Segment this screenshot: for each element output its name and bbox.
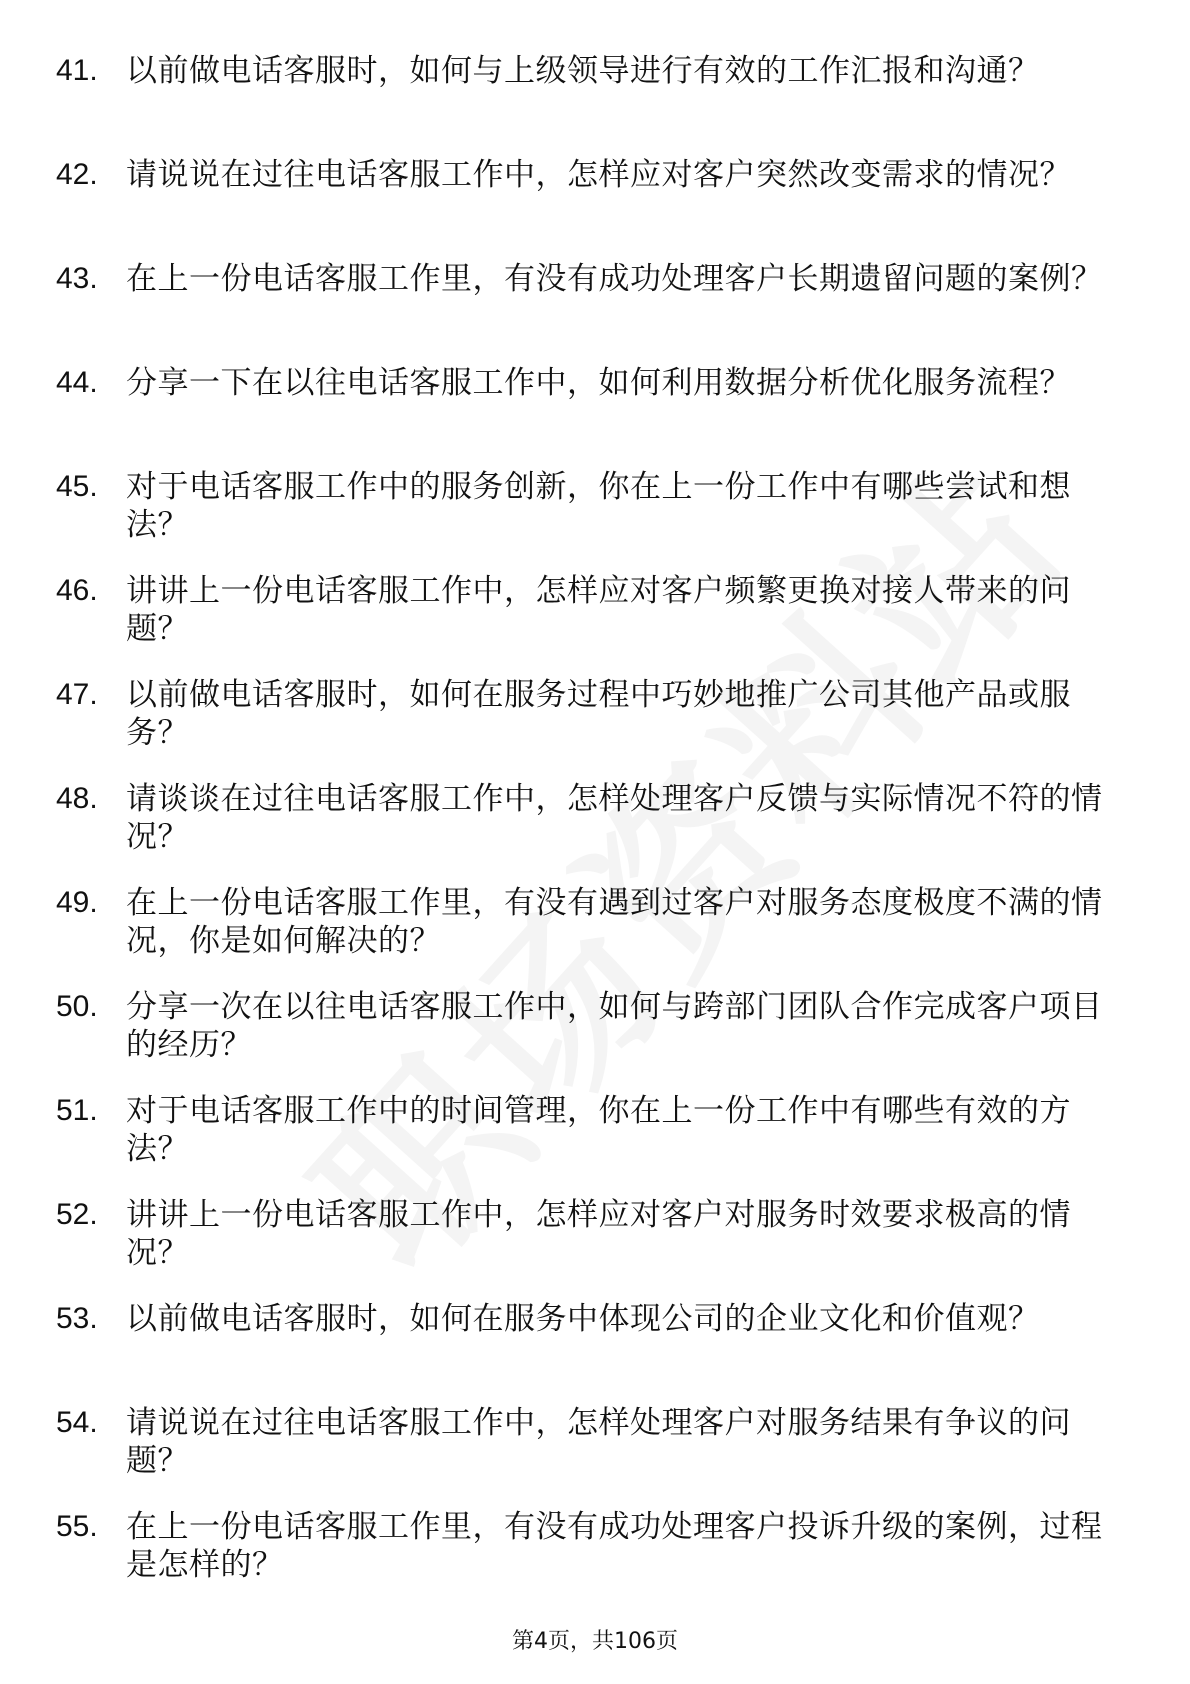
question-number: 54. <box>56 1406 98 1439</box>
question-text: 在上一份电话客服工作里，有没有成功处理客户长期遗留问题的案例？ <box>126 261 1103 297</box>
question-item <box>0 1196 1190 1300</box>
question-number: 43. <box>56 262 98 295</box>
page-footer: 第4页，共106页 <box>512 1629 678 1654</box>
question-number: 55. <box>56 1510 98 1543</box>
question-item <box>0 1300 1190 1404</box>
question-text: 分享一下在以往电话客服工作中，如何利用数据分析优化服务流程？ <box>126 365 1071 401</box>
question-item <box>0 364 1190 468</box>
question-text: 对于电话客服工作中的服务创新，你在上一份工作中有哪些尝试和想法？ <box>126 469 1071 543</box>
question-number: 53. <box>56 1302 98 1335</box>
question-number: 47. <box>56 678 98 711</box>
question-item <box>0 1092 1190 1196</box>
question-item <box>0 156 1190 260</box>
question-text: 以前做电话客服时，如何与上级领导进行有效的工作汇报和沟通？ <box>126 53 1040 89</box>
question-text: 请谈谈在过往电话客服工作中，怎样处理客户反馈与实际情况不符的情况？ <box>126 781 1103 855</box>
question-text: 讲讲上一份电话客服工作中，怎样应对客户对服务时效要求极高的情况？ <box>126 1197 1071 1271</box>
question-number: 51. <box>56 1094 98 1127</box>
question-number: 46. <box>56 574 98 607</box>
question-item <box>0 884 1190 988</box>
question-number: 49. <box>56 886 98 919</box>
question-number: 48. <box>56 782 98 815</box>
question-item <box>0 780 1190 884</box>
question-number: 52. <box>56 1198 98 1231</box>
question-number: 44. <box>56 366 98 399</box>
question-item <box>0 468 1190 572</box>
question-text: 在上一份电话客服工作里，有没有遇到过客户对服务态度极度不满的情况，你是如何解决的？ <box>126 885 1103 959</box>
question-text: 请说说在过往电话客服工作中，怎样应对客户突然改变需求的情况？ <box>126 157 1071 193</box>
question-item <box>0 572 1190 676</box>
question-number: 41. <box>56 54 98 87</box>
question-text: 以前做电话客服时，如何在服务过程中巧妙地推广公司其他产品或服务？ <box>126 677 1071 751</box>
question-number: 42. <box>56 158 98 191</box>
question-item <box>0 1508 1190 1612</box>
question-item <box>0 1404 1190 1508</box>
question-text: 以前做电话客服时，如何在服务中体现公司的企业文化和价值观？ <box>126 1301 1040 1337</box>
question-item <box>0 676 1190 780</box>
question-item <box>0 988 1190 1092</box>
question-text: 请说说在过往电话客服工作中，怎样处理客户对服务结果有争议的问题？ <box>126 1405 1071 1479</box>
question-text: 在上一份电话客服工作里，有没有成功处理客户投诉升级的案例，过程是怎样的？ <box>126 1509 1103 1583</box>
question-text: 讲讲上一份电话客服工作中，怎样应对客户频繁更换对接人带来的问题？ <box>126 573 1071 647</box>
question-item <box>0 260 1190 364</box>
question-text: 分享一次在以往电话客服工作中，如何与跨部门团队合作完成客户项目的经历？ <box>126 989 1103 1063</box>
question-text: 对于电话客服工作中的时间管理，你在上一份工作中有哪些有效的方法？ <box>126 1093 1071 1167</box>
question-number: 45. <box>56 470 98 503</box>
question-item <box>0 52 1190 156</box>
question-number: 50. <box>56 990 98 1023</box>
question-list <box>0 52 1190 1612</box>
